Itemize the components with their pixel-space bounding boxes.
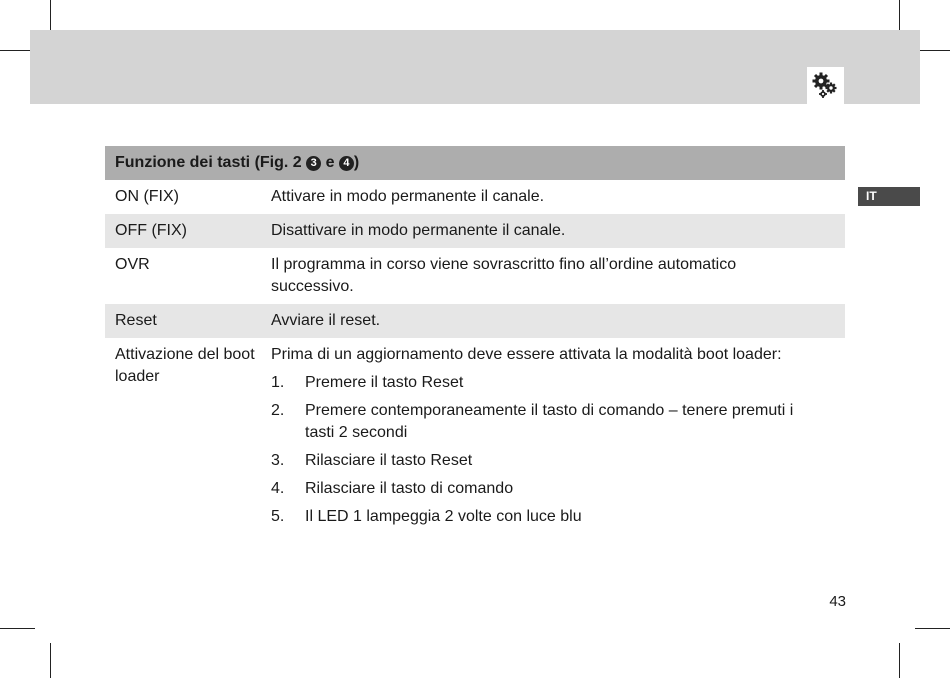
figure-ref-badge: 3 [306, 156, 321, 171]
key-label: Attivazione del boot loader [115, 346, 255, 385]
key-description: Attivare in modo permanente il canale. [271, 188, 545, 205]
table-title-join: e [321, 154, 339, 171]
step-number: 3. [271, 452, 285, 469]
table-title [105, 146, 845, 180]
table-row [105, 304, 845, 338]
figure-ref-badge: 4 [339, 156, 354, 171]
list-item [271, 372, 815, 394]
step-text: Il LED 1 lampeggia 2 volte con luce blu [305, 508, 582, 525]
crop-mark [899, 643, 900, 678]
crop-mark [0, 628, 35, 629]
key-function-table [105, 146, 845, 540]
table-row [105, 180, 845, 214]
gears-icon [807, 67, 844, 104]
table-row [105, 248, 845, 304]
step-number: 4. [271, 480, 285, 497]
key-label: OFF (FIX) [115, 222, 187, 239]
table-row [105, 214, 845, 248]
key-label: Reset [115, 312, 157, 329]
key-description: Disattivare in modo permanente il canale. [271, 222, 566, 239]
header-band [30, 30, 920, 104]
boot-loader-intro: Prima di un aggiornamento deve essere attivata la modalità boot loader: [271, 346, 782, 363]
crop-mark [915, 50, 950, 51]
page-number: 43 [829, 593, 846, 610]
key-description: Il programma in corso viene sovrascritto fino all’ordine automatico successivo. [271, 256, 737, 295]
crop-mark [915, 628, 950, 629]
list-item [271, 478, 815, 500]
step-number: 1. [271, 374, 285, 391]
step-number: 2. [271, 402, 285, 419]
gears-icon-pointer [819, 104, 831, 112]
step-text: Rilasciare il tasto Reset [305, 452, 473, 469]
step-text: Rilasciare il tasto di comando [305, 480, 514, 497]
language-tab: IT [858, 187, 920, 206]
crop-mark [50, 643, 51, 678]
key-description [261, 338, 845, 540]
key-label: OVR [115, 256, 150, 273]
list-item [271, 400, 815, 444]
key-description: Avviare il reset. [271, 312, 381, 329]
table-row [105, 338, 845, 540]
step-text: Premere il tasto Reset [305, 374, 464, 391]
table-title-text: Funzione dei tasti (Fig. 2 [115, 154, 307, 171]
list-item [271, 506, 815, 528]
list-item [271, 450, 815, 472]
step-number: 5. [271, 508, 285, 525]
boot-loader-steps [271, 372, 815, 528]
table-title-suffix: ) [353, 154, 360, 171]
step-text: Premere contemporaneamente il tasto di comando – tenere premuti i tasti 2 secondi [305, 402, 794, 441]
key-label: ON (FIX) [115, 188, 179, 205]
